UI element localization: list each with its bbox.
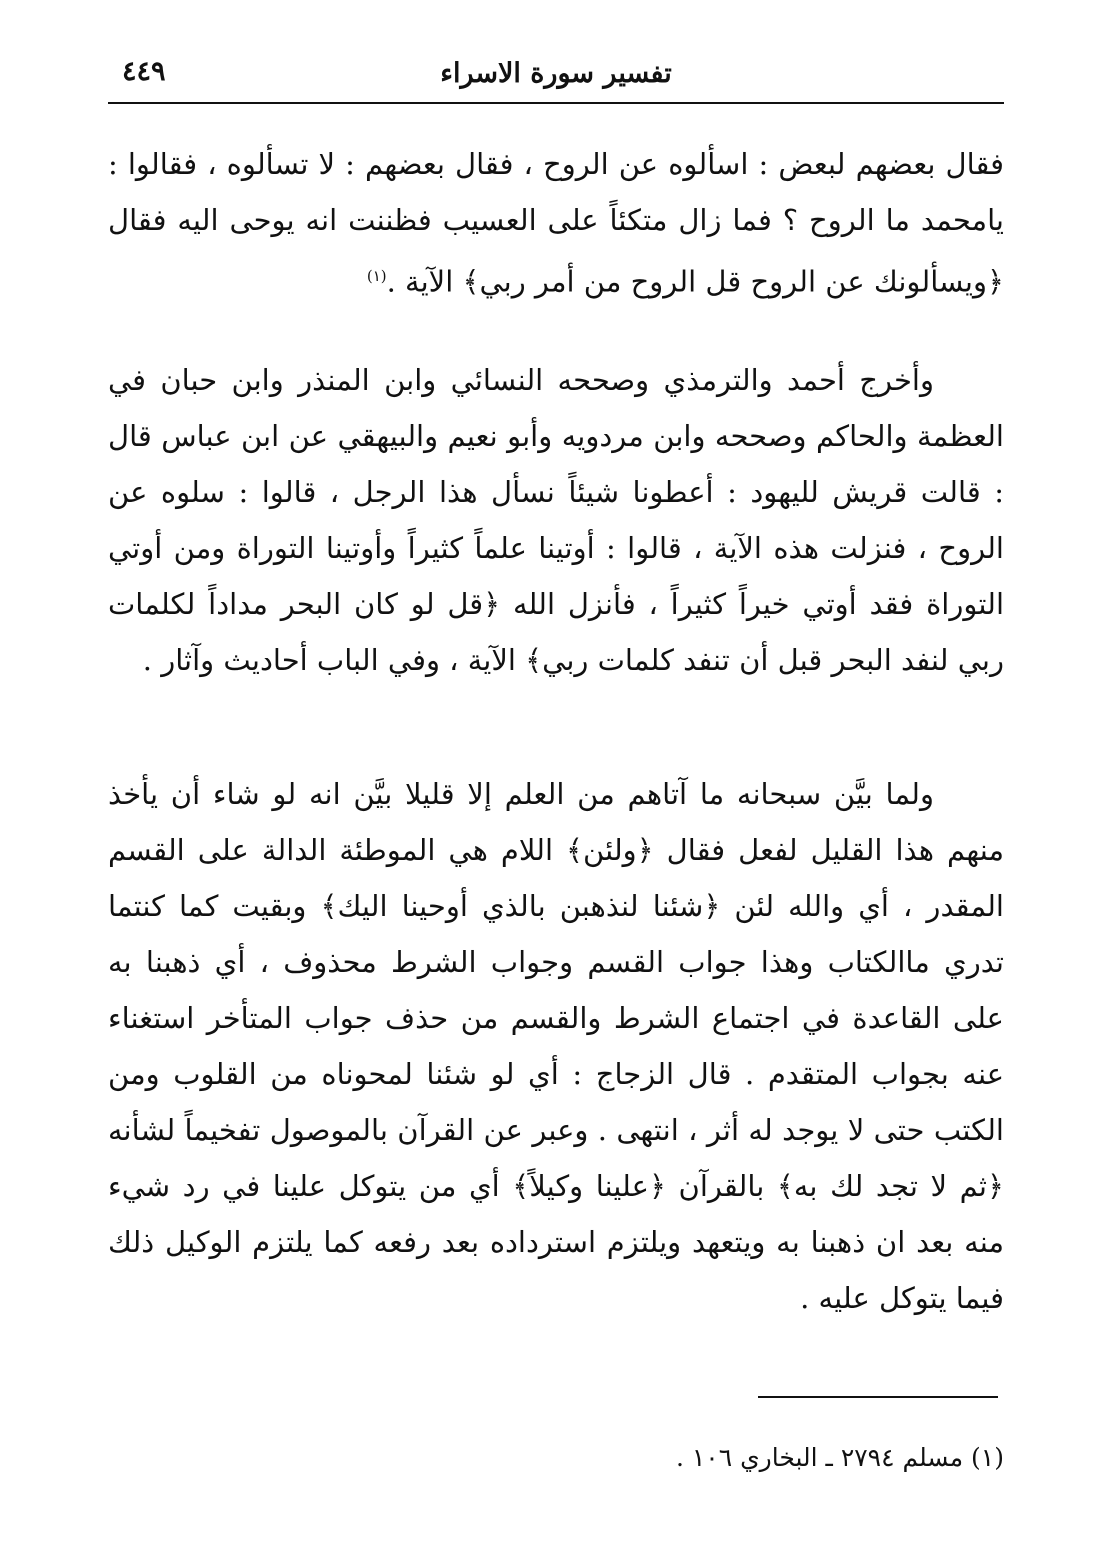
running-header [108,52,1004,104]
paragraph-1 [108,136,1004,310]
paragraph-2: وأخرج أحمد والترمذي وصححه النسائي وابن المنذر وابن حبان في العظمة والحاكم وصححه وابن مردويه وأبو نعيم والبيهقي عن ابن عباس قال : قالت قريش لليهود : أعطونا شيئاً نسأل هذا الرجل ، قالوا : سلوه عن الروح ، فنزلت هذه الآية ، قالوا : أوتينا علماً كثيراً وأوتينا التوراة ومن أوتي التوراة فقد أوتي خيراً كثيراً ، فأنزل الله ﴿قل لو كان البحر مداداً لكلمات ربي لنفد البحر قبل أن تنفد كلمات ربي﴾ الآية ، وفي الباب أحاديث وآثار . [108,363,1004,677]
paragraph-1-text: فقال بعضهم لبعض : اسألوه عن الروح ، فقال بعضهم : لا تسألوه ، فقالوا : يامحمد ما الروح ؟ فما زال متكئاً على العسيب فظننت انه يوحى اليه فقال ﴿ويسألونك عن الروح قل الروح من أمر ربي﴾ الآية . [108,147,1004,299]
page-title: تفسير سورة الاسراء [440,58,672,89]
footnote: (١) مسلم ٢٧٩٤ ـ البخاري ١٠٦ . [675,1443,1004,1472]
footnote-divider [758,1396,998,1398]
paragraph-3: ولما بيَّن سبحانه ما آتاهم من العلم إلا قليلا بيَّن انه لو شاء أن يأخذ منهم هذا القليل لفعل فقال ﴿ولئن﴾ اللام هي الموطئة الدالة على القسم المقدر ، أي والله لئن ﴿شئنا لنذهبن بالذي أوحينا اليك﴾ وبقيت كما كنتما تدري ماالكتاب وهذا جواب القسم وجواب الشرط محذوف ، أي ذهبنا به على القاعدة في اجتماع الشرط والقسم من حذف جواب المتأخر استغناء عنه بجواب المتقدم . قال الزجاج : أي لو شئنا لمحوناه من القلوب ومن الكتب حتى لا يوجد له أثر ، انتهى . وعبر عن القرآن بالموصول تفخيماً لشأنه ﴿ثم لا تجد لك به﴾ بالقرآن ﴿علينا وكيلاً﴾ أي من يتوكل علينا في رد شيء منه بعد ان ذهبنا به ويتعهد ويلتزم استرداده بعد رفعه كما يلتزم الوكيل ذلك فيما يتوكل عليه . [108,777,1004,1315]
page-number: ٤٤٩ [122,56,166,87]
footnote-reference: (١) [366,267,387,285]
